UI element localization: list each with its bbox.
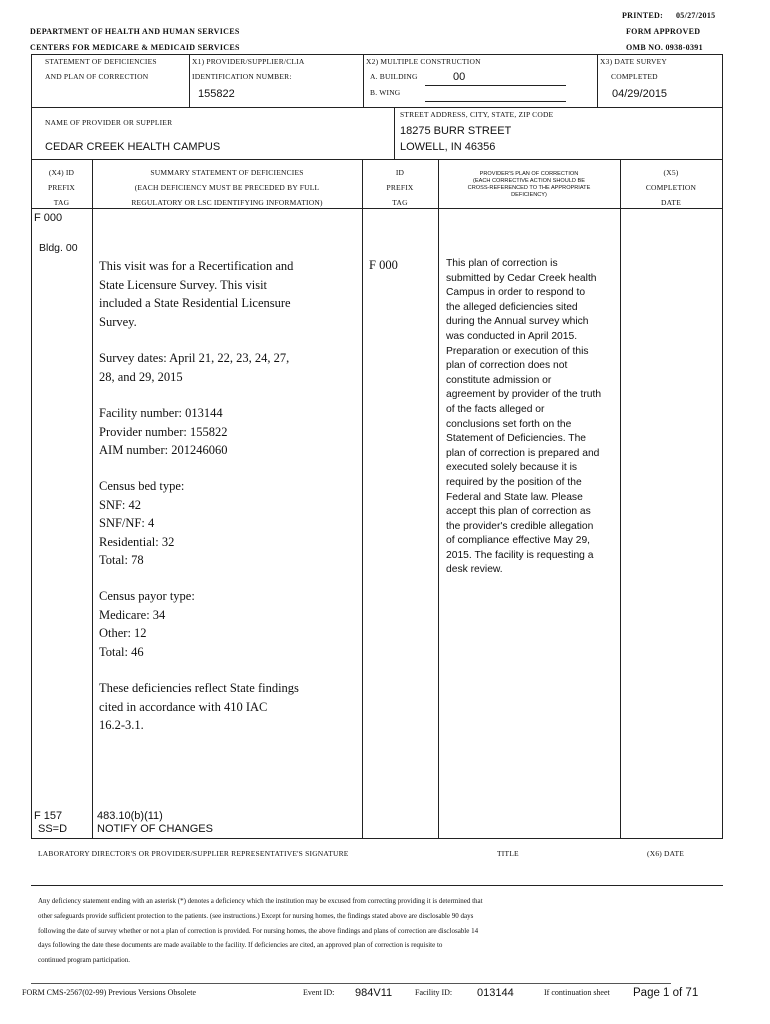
event-id-label: Event ID:: [303, 988, 335, 997]
printed-label: PRINTED:: [622, 11, 664, 20]
printed-date: 05/27/2015: [676, 11, 716, 20]
plan-column-header: PROVIDER'S PLAN OF CORRECTION (EACH CORRECTIVE ACTION SHOULD BE CROSS-REFERENCED TO THE APPROPRIATE DEFICIENCY): [467, 171, 591, 198]
summary-facility-numbers: Facility number: 013144 Provider number: 155822 AIM number: 201246060: [99, 406, 228, 457]
provider-name-value: CEDAR CREEK HEALTH CAMPUS: [45, 141, 221, 153]
tag-f000: F 000: [34, 212, 63, 224]
department-title: DEPARTMENT OF HEALTH AND HUMAN SERVICES: [30, 27, 240, 36]
provider-name-label: NAME OF PROVIDER OR SUPPLIER: [45, 118, 173, 127]
wing-underline: [425, 101, 566, 102]
x5-column-header: (X5) COMPLETION DATE: [645, 168, 697, 207]
facility-id-label: Facility ID:: [415, 988, 453, 997]
event-id-value: 984V11: [355, 987, 393, 999]
facility-id-value: 013144: [477, 987, 514, 999]
id-column-header: ID PREFIX TAG: [386, 168, 414, 207]
disclaimer-text: Any deficiency statement ending with an asterisk (*) denotes a deficiency which the institution may be excused from correcting providing it is determined that other safeguards provide sufficient protection to the patients. (see instructions.) Except for nursing homes, the findings stated above are disclosable 90 days following the date of survey whether or not a plan of correction is provided. For nursing homes, the above findings and plans of correction are disclosable 14 days following the date these documents are made available to the facility. If deficiencies are cited, an approved plan of correction is requisite to continued program participation.: [38, 897, 483, 965]
x1-label-1: X1) PROVIDER/SUPPLIER/CLIA: [192, 57, 305, 66]
x3-label-1: X3) DATE SURVEY: [600, 57, 667, 66]
x1-label-2: IDENTIFICATION NUMBER:: [192, 72, 292, 81]
address-line-2: LOWELL, IN 46356: [400, 141, 496, 153]
x4-column-header: (X4) ID PREFIX TAG: [47, 168, 76, 207]
building-value: 00: [453, 71, 466, 83]
signature-divider: [31, 885, 723, 886]
statement-label-2: AND PLAN OF CORRECTION: [45, 72, 149, 81]
summary-census-bed-type: Census bed type: SNF: 42 SNF/NF: 4 Residential: 32 Total: 78: [99, 479, 185, 567]
regulation-f157: 483.10(b)(11) NOTIFY OF CHANGES: [97, 810, 213, 835]
signature-date-label: (X6) DATE: [647, 849, 685, 858]
tag-f157: F 157 SS=D: [34, 810, 68, 835]
provider-id-value: 155822: [198, 88, 235, 100]
omb-number: OMB NO. 0938-0391: [626, 43, 703, 52]
address-line-1: 18275 BURR STREET: [400, 125, 512, 137]
address-label: STREET ADDRESS, CITY, STATE, ZIP CODE: [400, 110, 554, 119]
building-label: A. BUILDING: [370, 72, 418, 81]
plan-of-correction-text: This plan of correction is submitted by Cedar Creek health Campus in order to respond to the alleged deficiencies sited during the Annual survey which was conducted in April 2015. Preparation or execution of this plan of correction does not constitute admission or agreement by provider of the truth of the facts alleged or conclusions set forth on the Statement of Deficiencies. The plan of correction is prepared and executed solely because it is required by the position of the Federal and State law. Please accept this plan of correction as the provider's credible allegation of compliance effective May 29, 2015. The facility is requesting a desk review.: [446, 258, 602, 576]
survey-date-value: 04/29/2015: [612, 88, 668, 100]
summary-census-payor-type: Census payor type: Medicare: 34 Other: 12 Total: 46: [99, 589, 195, 659]
wing-label: B. WING: [370, 88, 401, 97]
centers-title: CENTERS FOR MEDICARE & MEDICAID SERVICES: [30, 43, 240, 52]
signature-label: LABORATORY DIRECTOR'S OR PROVIDER/SUPPLIER REPRESENTATIVE'S SIGNATURE: [38, 849, 349, 858]
x3-label-2: COMPLETED: [611, 72, 658, 81]
summary-state-findings: These deficiencies reflect State findings cited in accordance with 410 IAC 16.2-3.1.: [99, 681, 299, 732]
statement-label-1: STATEMENT OF DEFICIENCIES: [45, 57, 157, 66]
summary-column-header: SUMMARY STATEMENT OF DEFICIENCIES (EACH DEFICIENCY MUST BE PRECEDED BY FULL REGULATORY OR LSC IDENTIFYING INFORMATION): [131, 168, 323, 207]
summary-visit-text: This visit was for a Recertification and State Licensure Survey. This visit included a State Residential Licensure Survey.: [99, 259, 294, 329]
continuation-label: If continuation sheet: [544, 988, 610, 997]
form-number: FORM CMS-2567(02-99) Previous Versions Obsolete: [22, 988, 197, 997]
page-number: Page 1 of 71: [633, 987, 699, 999]
x2-label: X2) MULTIPLE CONSTRUCTION: [366, 57, 481, 66]
form-approved: FORM APPROVED: [626, 27, 701, 36]
summary-survey-dates: Survey dates: April 21, 22, 23, 24, 27, 28, and 29, 2015: [99, 351, 290, 384]
signature-title-label: TITLE: [497, 849, 519, 858]
building-note: Bldg. 00: [39, 242, 78, 254]
building-underline: [425, 85, 566, 86]
id-prefix-tag: F 000: [369, 258, 398, 272]
footer-divider: [31, 983, 671, 984]
